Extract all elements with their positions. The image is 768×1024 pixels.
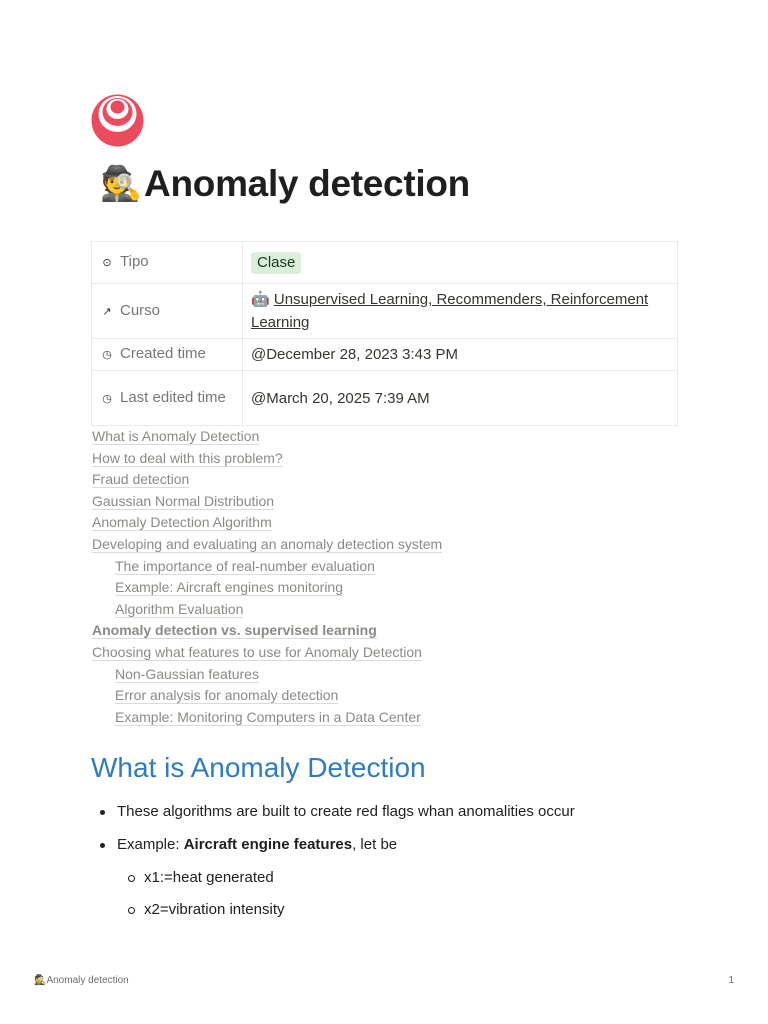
property-key [92,339,243,371]
property-key [92,371,243,426]
properties-table [91,241,678,426]
toc-subitem[interactable]: Example: Monitoring Computers in a Data Center [115,708,421,725]
toc-item[interactable]: Anomaly Detection Algorithm [92,514,272,531]
page-title-text: Anomaly detection [144,163,470,204]
property-row-tipo [92,242,678,284]
bullet-dot-icon [100,810,105,815]
robot-icon: 🤖 [251,291,270,308]
clock-icon: ◷ [102,349,112,361]
status-icon: ⊙ [102,257,112,269]
toc-subitem[interactable]: Example: Aircraft engines monitoring [115,579,343,596]
table-of-contents [92,426,692,728]
list-item-text: x2=vibration intensity [144,901,285,918]
detective-icon: 🕵️ [100,165,143,203]
list-subitem [98,898,575,930]
section-heading: What is Anomaly Detection [91,752,426,783]
list-item-text: These algorithms are built to create red flags whan anomalities occur [117,803,575,820]
toc-subitem[interactable]: Algorithm Evaluation [115,600,244,617]
property-value: @March 20, 2025 7:39 AM [243,371,678,426]
clock-icon: ◷ [102,392,112,405]
list-item-text: Example: [117,836,184,853]
list-item-bold-text: Aircraft engine features [183,836,353,853]
toc-item[interactable]: Choosing what features to use for Anomaly Detection [92,643,422,660]
property-key [92,242,243,284]
toc-subitem[interactable]: Error analysis for anomaly detection [115,687,339,704]
bullet-ring-icon [128,907,135,914]
bullet-list [98,800,575,930]
property-row-created-time [92,339,678,371]
relation-link[interactable]: Unsupervised Learning, Recommenders, Reinforcement Learning [251,291,649,331]
select-tag[interactable]: Clase [251,252,301,274]
footer-title: 🕵️Anomaly detection [34,975,129,986]
detective-icon: 🕵️ [34,975,47,986]
target-icon [91,94,144,147]
bullet-ring-icon [128,875,135,882]
page-number: 1 [728,975,734,986]
page-footer [34,975,734,986]
toc-subitem[interactable]: Non-Gaussian features [115,665,259,682]
list-subitem [98,866,575,898]
list-item [98,800,575,833]
toc-item[interactable]: Anomaly detection vs. supervised learning [92,622,377,639]
toc-item[interactable]: Fraud detection [92,471,190,488]
page-title [100,163,470,205]
property-key-label: Created time [120,345,206,362]
bullet-dot-icon [100,843,105,848]
toc-item[interactable]: Gaussian Normal Distribution [92,492,275,509]
property-value: @December 28, 2023 3:43 PM [243,339,678,371]
property-key-label: Tipo [120,253,149,270]
property-key [92,284,243,339]
toc-subitem[interactable]: The importance of real-number evaluation [115,557,375,574]
property-value[interactable] [243,242,678,284]
property-row-curso [92,284,678,339]
list-item-text: , let be [352,836,398,853]
toc-item[interactable]: How to deal with this problem? [92,449,283,466]
property-row-last-edited-time [92,371,678,426]
property-value [243,284,678,339]
list-item [98,833,575,866]
list-item-text: x1:=heat generated [144,869,274,886]
relation-arrow-icon: ↗ [102,305,112,318]
property-key-label: Curso [120,301,161,319]
property-key-label: Last edited time [120,388,226,406]
toc-item[interactable]: Developing and evaluating an anomaly detection system [92,535,443,552]
toc-item[interactable]: What is Anomaly Detection [92,428,260,444]
